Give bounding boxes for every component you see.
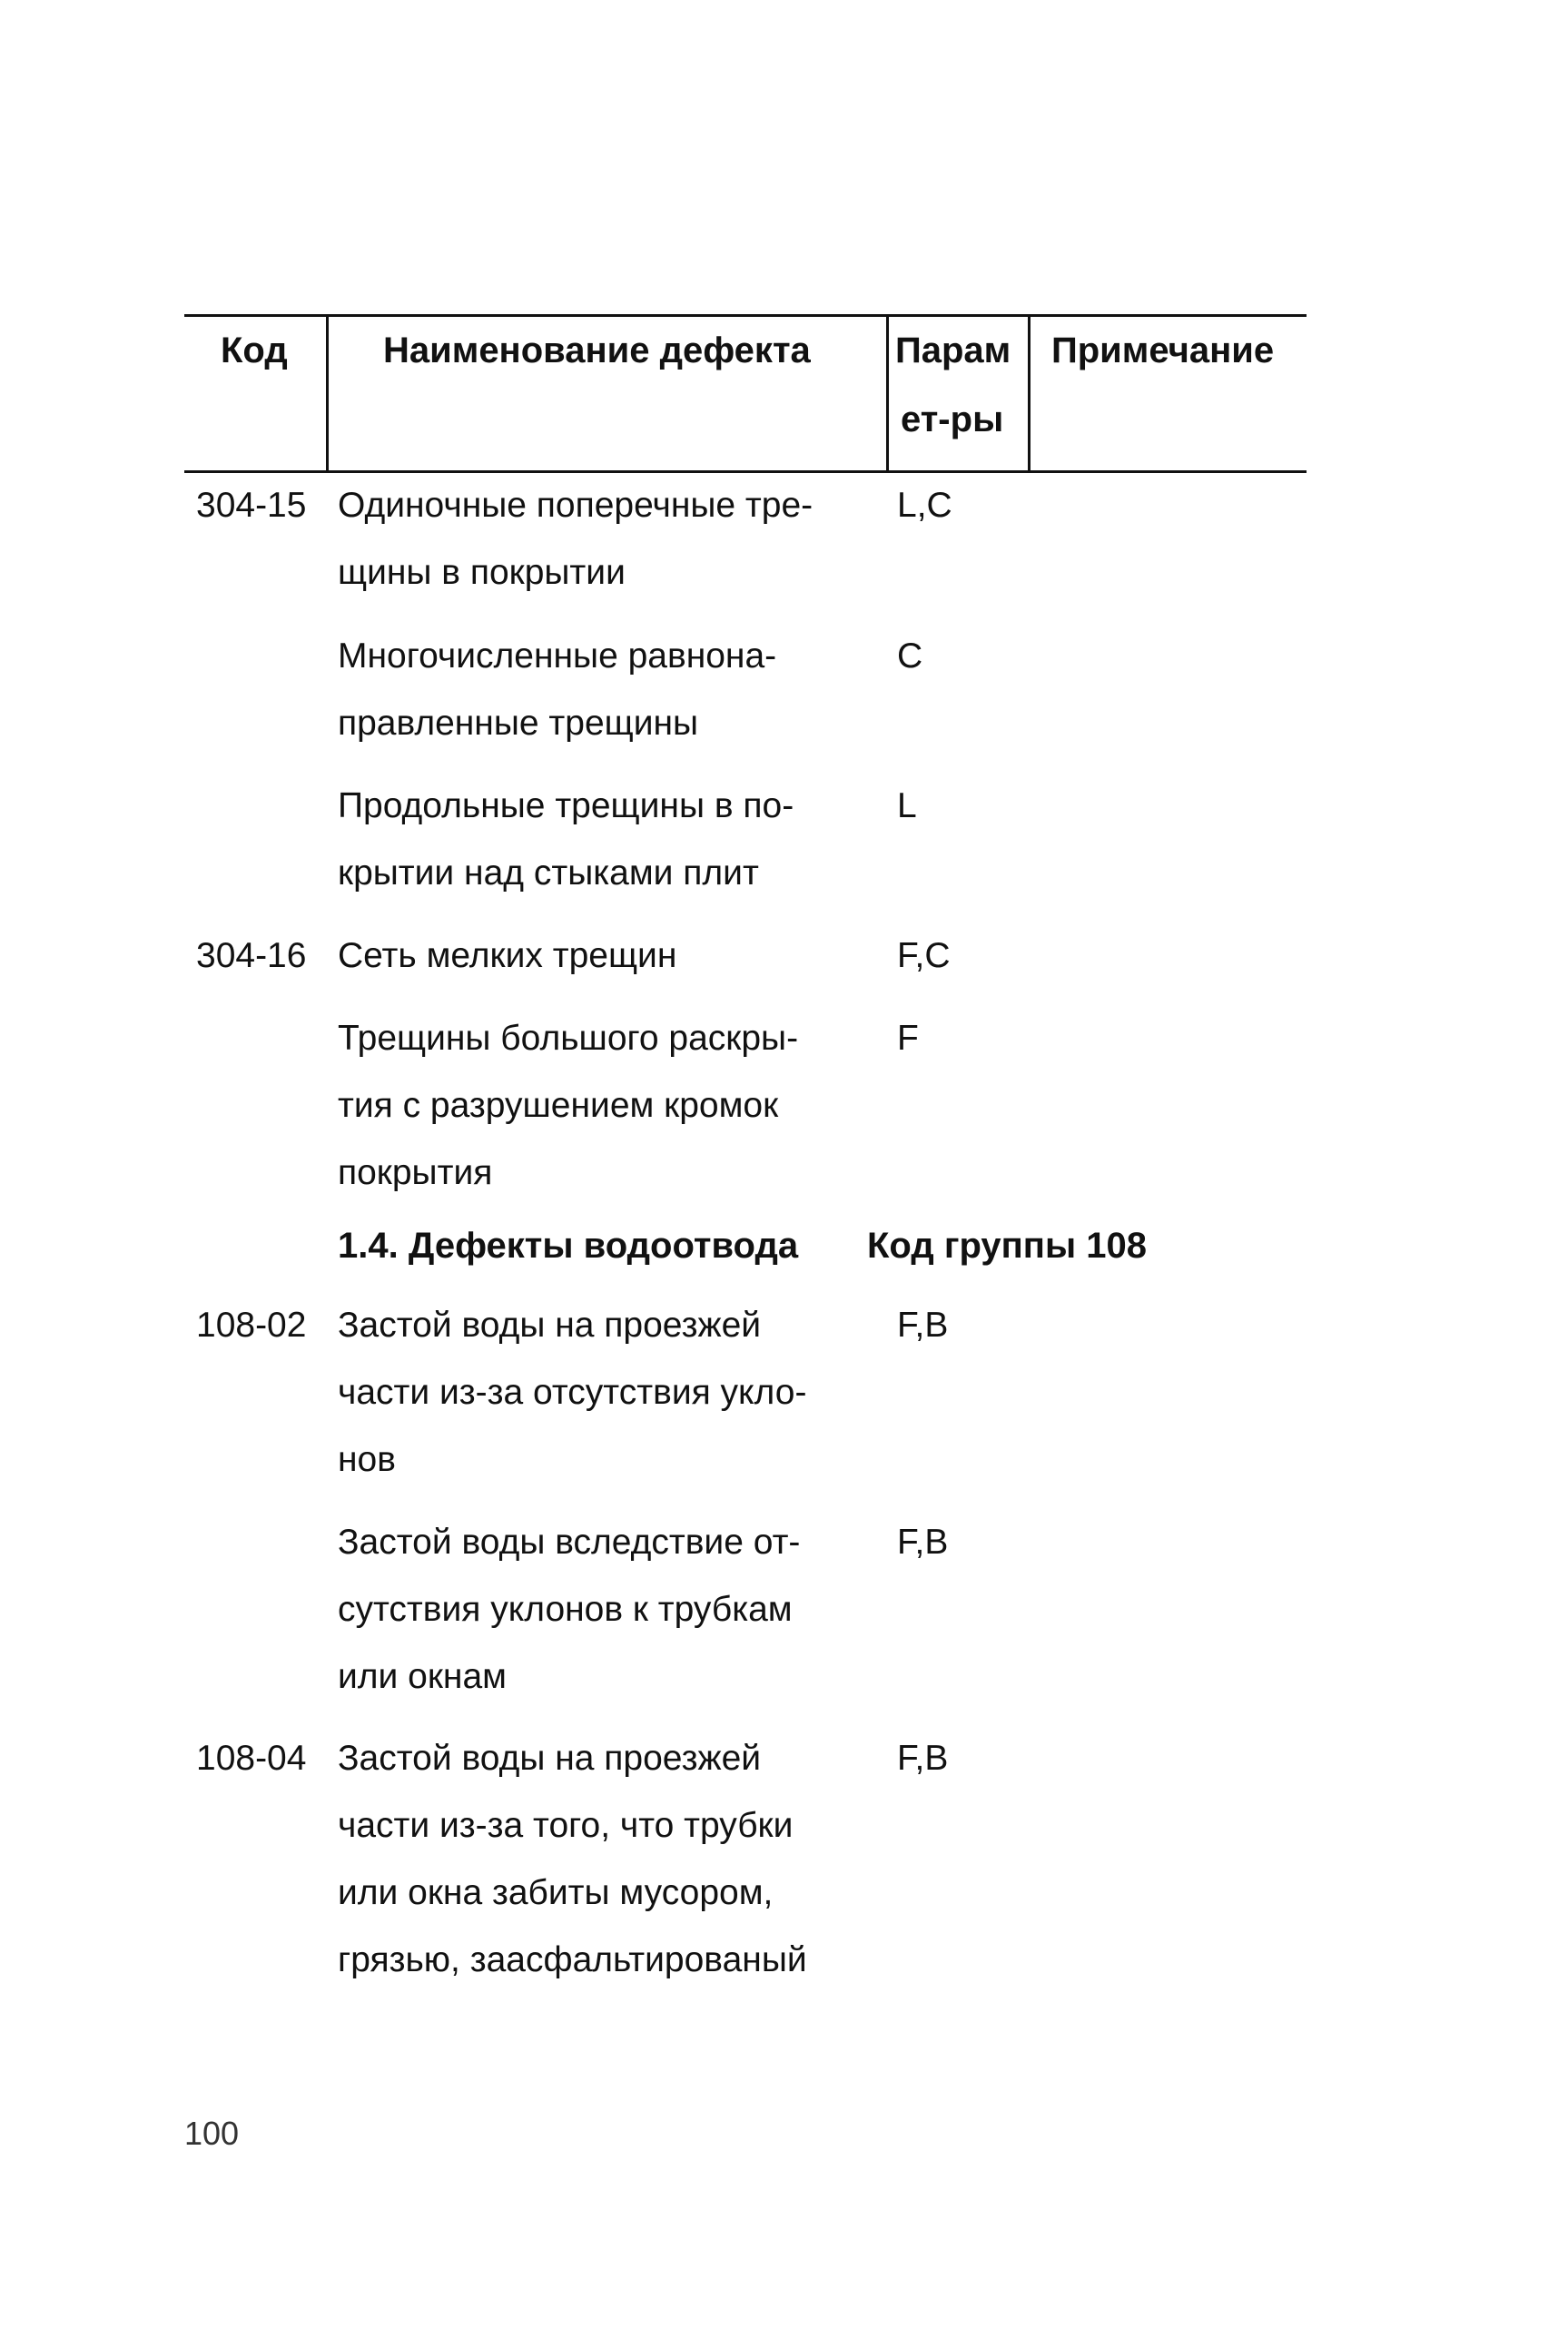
- name-line: щины в покрытии: [338, 553, 626, 592]
- row-params: F,B: [897, 1306, 949, 1345]
- name-line: Сеть мелких трещин: [338, 936, 677, 975]
- row-params: L,C: [897, 486, 952, 525]
- row-code: 108-04: [196, 1739, 307, 1778]
- row-defect-name: [338, 773, 864, 907]
- row-defect-name: [338, 1509, 864, 1711]
- header-params-line2: ет-ры: [901, 400, 1004, 439]
- row-defect-name: [338, 1292, 864, 1494]
- name-line: крытии над стыками плит: [338, 853, 759, 893]
- header-name: Наименование дефекта: [383, 330, 811, 370]
- header-params: [895, 316, 1011, 454]
- header-note: Примечание: [1051, 330, 1275, 370]
- name-line: покрытия: [338, 1153, 493, 1192]
- row-defect-name: [338, 1725, 864, 1994]
- header-code: Код: [221, 330, 288, 370]
- row-params: F,B: [897, 1739, 949, 1778]
- row-defect-name: [338, 1005, 864, 1207]
- row-code: 304-16: [196, 936, 307, 975]
- column-divider-name: [886, 314, 889, 472]
- name-line: сутствия уклонов к трубкам: [338, 1590, 793, 1629]
- name-line: нов: [338, 1440, 396, 1479]
- name-line: грязью, заасфальтированый: [338, 1940, 807, 1979]
- header-params-line1: Парам: [895, 330, 1011, 370]
- name-line: Застой воды вследствие от-: [338, 1523, 801, 1562]
- row-params: L: [897, 786, 917, 825]
- name-line: Застой воды на проезжей: [338, 1739, 762, 1778]
- row-params: F: [897, 1019, 919, 1058]
- section-group-code: Код группы 108: [867, 1226, 1147, 1266]
- name-line: правленные трещины: [338, 704, 699, 743]
- name-line: или окна забиты мусором,: [338, 1873, 774, 1912]
- row-params: F,B: [897, 1523, 949, 1562]
- name-line: части из-за того, что трубки: [338, 1806, 794, 1845]
- row-defect-name: [338, 623, 864, 757]
- name-line: Застой воды на проезжей: [338, 1306, 762, 1345]
- row-params: C: [897, 636, 923, 676]
- name-line: Многочисленные равнона-: [338, 636, 777, 676]
- name-line: Продольные трещины в по-: [338, 786, 794, 825]
- column-divider-code: [326, 314, 329, 472]
- page-number: 100: [184, 2115, 240, 2152]
- section-title: 1.4. Дефекты водоотвода: [338, 1226, 799, 1266]
- column-divider-params: [1028, 314, 1031, 472]
- name-line: тия с разрушением кромок: [338, 1086, 779, 1125]
- name-line: части из-за отсутствия укло-: [338, 1373, 807, 1412]
- name-line: или окнам: [338, 1657, 507, 1696]
- row-code: 304-15: [196, 486, 307, 525]
- row-code: 108-02: [196, 1306, 307, 1345]
- row-defect-name: [338, 922, 864, 990]
- name-line: Трещины большого раскры-: [338, 1019, 799, 1058]
- row-params: F,C: [897, 936, 951, 975]
- name-line: Одиночные поперечные тре-: [338, 486, 814, 525]
- row-defect-name: [338, 472, 864, 607]
